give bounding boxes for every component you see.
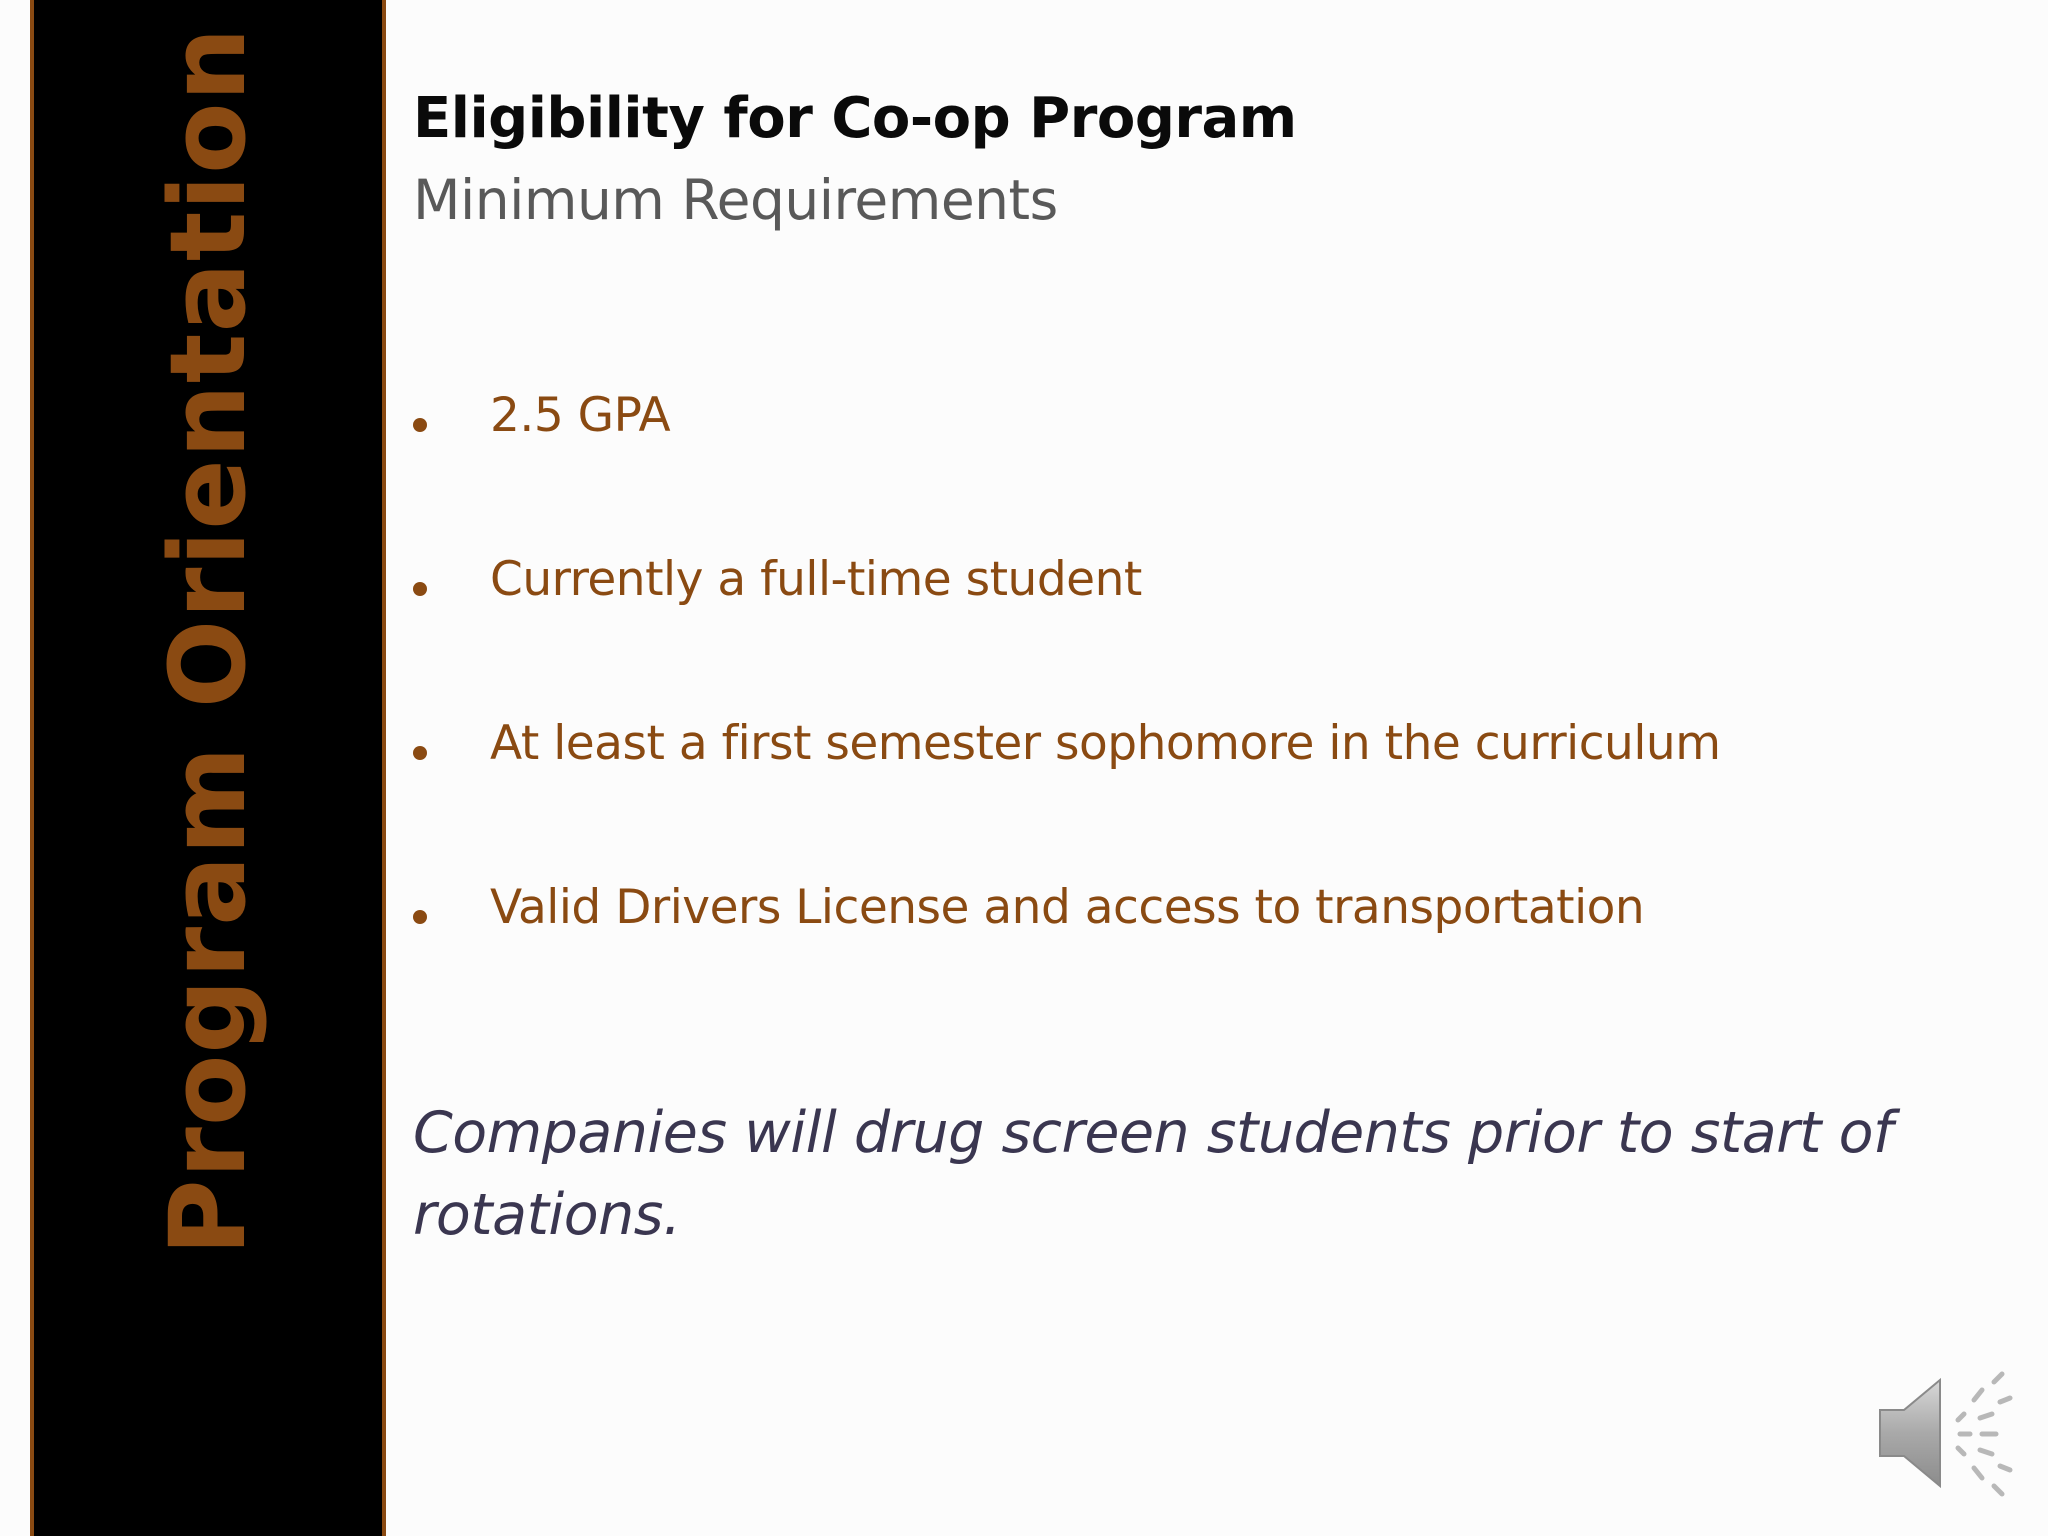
bullet-icon <box>413 746 427 760</box>
drug-screen-note: Companies will drug screen students prior to start of rotations. <box>413 1100 1893 1248</box>
bullet-icon <box>413 582 427 596</box>
speaker-icon[interactable] <box>1876 1368 2016 1498</box>
bullet-text: 2.5 GPA <box>490 388 671 443</box>
sidebar-title: Program Orientation <box>147 26 269 1256</box>
bullet-icon <box>413 418 427 432</box>
slide-heading: Eligibility for Co-op Program <box>413 86 1297 151</box>
bullet-text: At least a first semester sophomore in the curriculum <box>490 716 1721 771</box>
sidebar-panel <box>30 0 386 1536</box>
bullet-text: Valid Drivers License and access to transportation <box>490 880 1645 935</box>
bullet-icon <box>413 910 427 924</box>
bullet-text: Currently a full-time student <box>490 552 1142 607</box>
slide-subheading: Minimum Requirements <box>413 168 1058 232</box>
